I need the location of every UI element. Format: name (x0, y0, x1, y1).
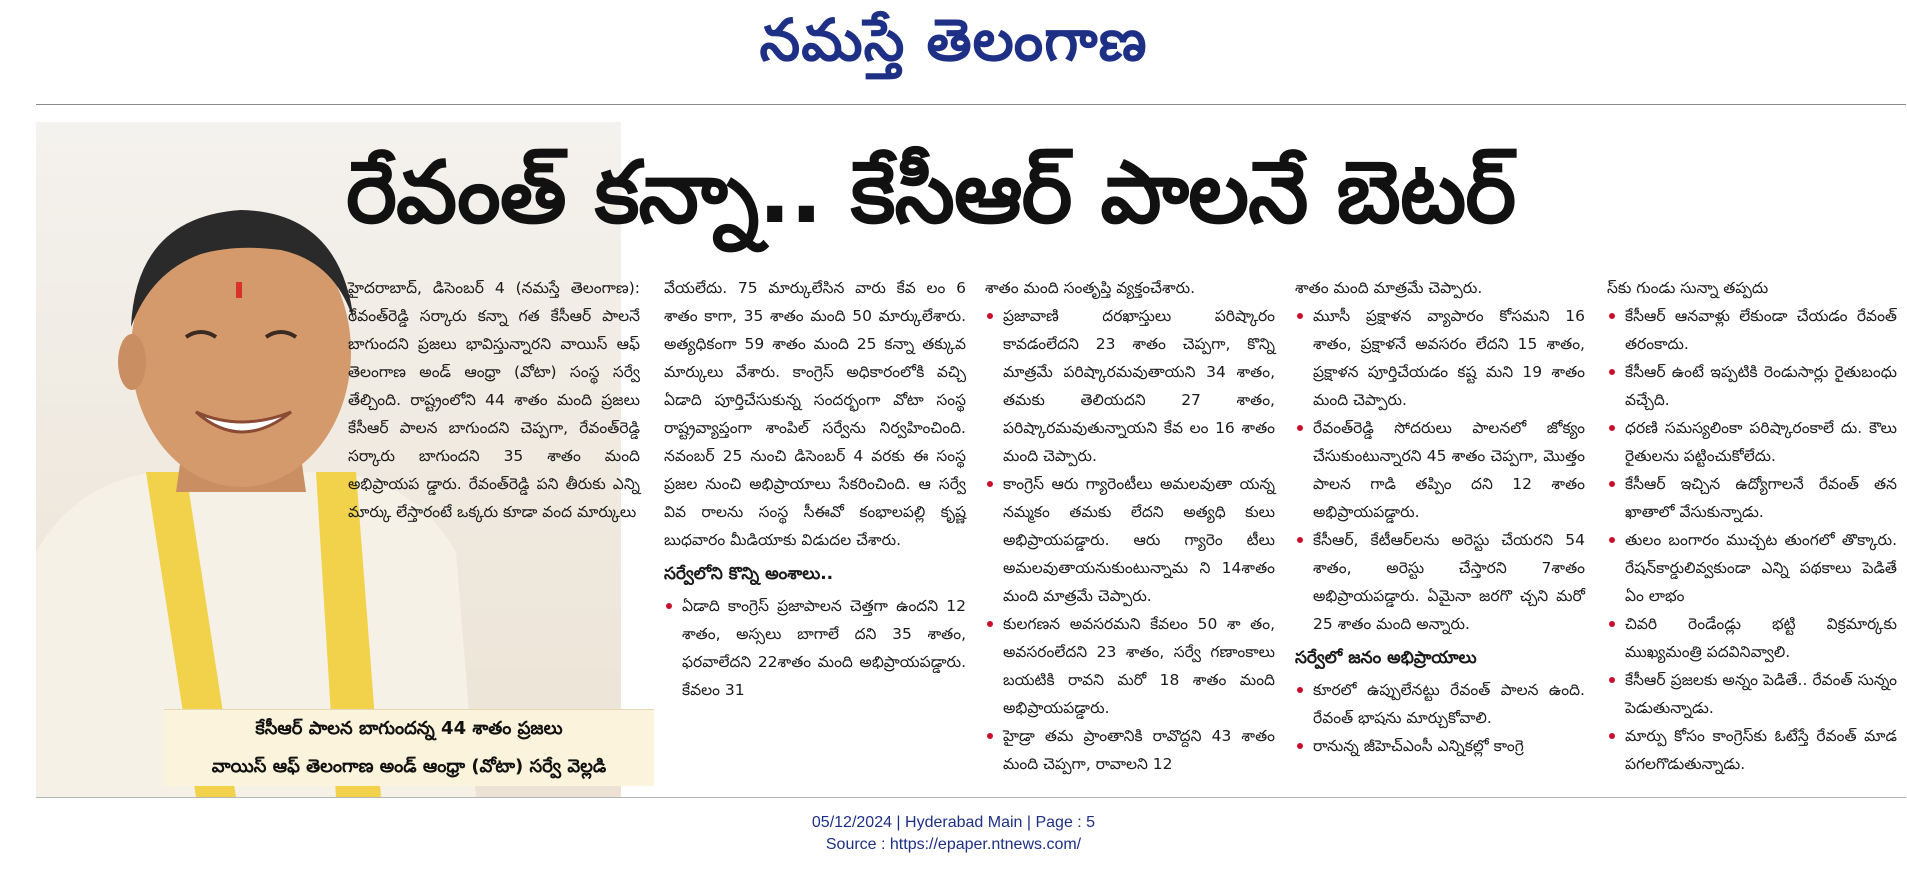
bullet-item: రేవంత్‌రెడ్డి సోదరులు పాలనలో జోక్యం చేసుకుంటున్నారని 45 శాతం చెప్పగా, మొత్తం పాలన గాడి తప్పిం దని 12 శాతం అభిప్రాయపడ్డారు. (1295, 414, 1585, 526)
article-column-4 (1295, 274, 1585, 760)
bullet-item: చివరి రెండేండ్లు భట్టి విక్రమార్కకు ముఖ్యమంత్రి పదవినివ్వాలి. (1607, 610, 1897, 666)
source-url: Source : https://epaper.ntnews.com/ (825, 836, 1082, 853)
bullet-item: మూసీ ప్రక్షాళన వ్యాపారం కోసమని 16 శాతం, ప్రక్షాళనే అవసరం లేదని 15 శాతం, ప్రక్షాళన పూర్తిచేయడం కష్ట మని 19 శాతం మంది చెప్పారు. (1295, 302, 1585, 414)
bullet-item: హైడ్రా తమ ప్రాంతానికి రావొద్దని 43 శాతం మంది చెప్పగా, రావాలని 12 (985, 722, 1275, 778)
bullet-item: కేసీఆర్ ఆనవాళ్లు లేకుండా చేయడం రేవంత్ తరంకాదు. (1607, 302, 1897, 358)
column-4-lead: శాతం మంది మాత్రమే చెప్పారు. (1295, 279, 1483, 297)
bullet-item: రానున్న జీహెచ్‌ఎంసీ ఎన్నికల్లో కాంగ్రె (1295, 732, 1585, 760)
public-opinion-subhead: సర్వేలో జనం అభిప్రాయాలు (1295, 648, 1477, 668)
bullet-item: ధరణి సమస్యలింకా పరిష్కారంకాలే దు. కౌలు రైతులను పట్టించుకోలేదు. (1607, 414, 1897, 470)
footer-divider (36, 797, 1906, 798)
column-5-lead: స్‌కు గుండు సున్నా తప్పదు (1607, 279, 1769, 297)
bullet-item: మార్పు కోసం కాంగ్రెస్‌కు ఓటేస్తే రేవంత్ మాడ పగలగొడుతున్నాడు. (1607, 722, 1897, 778)
bullet-item: కూరలో ఉప్పులేనట్టు రేవంత్ పాలన ఉంది. రేవంత్ భాషను మార్చుకోవాలి. (1295, 676, 1585, 732)
masthead-divider (36, 104, 1906, 105)
news-article (36, 122, 1906, 797)
article-column-3 (985, 274, 1275, 778)
article-column-1 (348, 274, 640, 526)
photo-caption (164, 709, 654, 786)
article-column-2 (664, 274, 966, 704)
bullet-item: కేసీఆర్ ఇచ్చిన ఉద్యోగాలనే రేవంత్ తన ఖాతాలో వేసుకున్నాడు. (1607, 470, 1897, 526)
article-intro: హైదరాబాద్, డిసెంబర్ 4 (నమస్తే తెలంగాణ): రేవంత్‌రెడ్డి సర్కారు కన్నా గత కేసీఆర్ పాలనే బాగుందని ప్రజలు భావిస్తున్నారని వాయిస్ ఆఫ్ తెలంగాణ అండ్ ఆంధ్రా (వోటా) సంస్థ సర్వే తేల్చింది. రాష్ట్రంలోని 44 శాతం మంది ప్రజలు కేసీఆర్ పాలన బాగుందని చెప్పగా, రేవంత్‌రెడ్డి సర్కారు బాగుందని 35 శాతం మంది అభిప్రాయప డ్డారు. రేవంత్‌రెడ్డి పని తీరుకు ఎన్ని మార్కు లేస్తారంటే ఒక్కరు కూడా వంద మార్కులు (348, 279, 640, 521)
caption-line-1: కేసీఆర్ పాలన బాగుందన్న 44 శాతం ప్రజలు (255, 718, 563, 739)
column-2-body: వేయలేదు. 75 మార్కులేసిన వారు కేవ లం 6 శాతం కాగా, 35 శాతం మంది 50 మార్కులేశారు. అత్యధికంగా 59 శాతం మంది 25 కన్నా తక్కువ మార్కులు వేశారు. కాంగ్రెస్ అధికారంలోకి వచ్చి ఏడాది పూర్తిచేసుకున్న సందర్భంగా వోటా సంస్థ రాష్ట్రవ్యాప్తంగా శాంపిల్ సర్వేను నిర్వహించింది. నవంబర్ 25 నుంచి డిసెంబర్ 4 వరకు ఈ సంస్థ ప్రజల నుంచి అభిప్రాయాలు సేకరించింది. ఆ సర్వే వివ రాలను సంస్థ సీఈవో కంభాలపల్లి కృష్ణ బుధవారం మీడియాకు విడుదల చేశారు. (664, 279, 966, 549)
bullet-item: కాంగ్రెస్ ఆరు గ్యారెంటీలు అమలవుతా యన్న నమ్మకం తమకు లేదని అత్యధి కులు అభిప్రాయపడ్డారు. ఆరు గ్యారెం టీలు అమలవుతాయనుకుంటున్నామ ని 14శాతం మంది మాత్రమే చెప్పారు. (985, 470, 1275, 610)
article-headline: రేవంత్ కన్నా.. కేసీఆర్ పాలనే బెటర్ (346, 143, 1516, 243)
bullet-item: కేసీఆర్ ఉంటే ఇప్పటికి రెండుసార్లు రైతుబంధు వచ్చేది. (1607, 358, 1897, 414)
bullet-item: కులగణన అవసరమని కేవలం 50 శా తం, అవసరంలేదని 23 శాతం, సర్వే గణాంకాలు బయటికి రావని మరో 18 శాతం మంది అభిప్రాయపడ్డారు. (985, 610, 1275, 722)
column-3-lead: శాతం మంది సంతృప్తి వ్యక్తంచేశారు. (985, 279, 1196, 297)
caption-line-2: వాయిస్ ఆఫ్ తెలంగాణ అండ్ ఆంధ్రా (వోటా) సర్వే వెల్లడి (211, 756, 607, 777)
bullet-item: ప్రజావాణి దరఖాస్తులు పరిష్కారం కావడంలేదని 23 శాతం చెప్పగా, కొన్ని మాత్రమే పరిష్కారమవుతాయని 34 శాతం, తమకు తెలియదని 27 శాతం, పరిష్కారమవుతున్నాయని కేవ లం 16 శాతం మంది చెప్పారు. (985, 302, 1275, 470)
page-footer (0, 812, 1907, 856)
bullet-item: తులం బంగారం ముచ్చట తుంగలో తొక్కారు. రేషన్‌కార్డులివ్వకుండా ఎన్ని పథకాలు పెడితే ఏం లాభం (1607, 526, 1897, 610)
bullet-item: ఏడాది కాంగ్రెస్ ప్రజాపాలన చెత్తగా ఉందని 12 శాతం, అస్సలు బాగాలే దని 35 శాతం, ఫరవాలేదని 22శాతం మంది అభిప్రాయపడ్డారు. కేవలం 31 (664, 592, 966, 704)
newspaper-masthead: నమస్తే తెలంగాణ (759, 6, 1148, 74)
edition-info: 05/12/2024 | Hyderabad Main | Page : 5 (811, 814, 1096, 831)
article-column-5 (1607, 274, 1897, 778)
bullet-item: కేసీఆర్, కేటీఆర్‌లను అరెస్టు చేయరని 54 శాతం, అరెస్టు చేస్తారని 7శాతం అభిప్రాయపడ్డారు. ఏమైనా జరగొ చ్చని మరో 25 శాతం మంది అన్నారు. (1295, 526, 1585, 638)
bullet-item: కేసీఆర్ ప్రజలకు అన్నం పెడితే.. రేవంత్ సున్నం పెడుతున్నాడు. (1607, 666, 1897, 722)
survey-points-subhead: సర్వేలోని కొన్ని అంశాలు.. (664, 564, 834, 584)
